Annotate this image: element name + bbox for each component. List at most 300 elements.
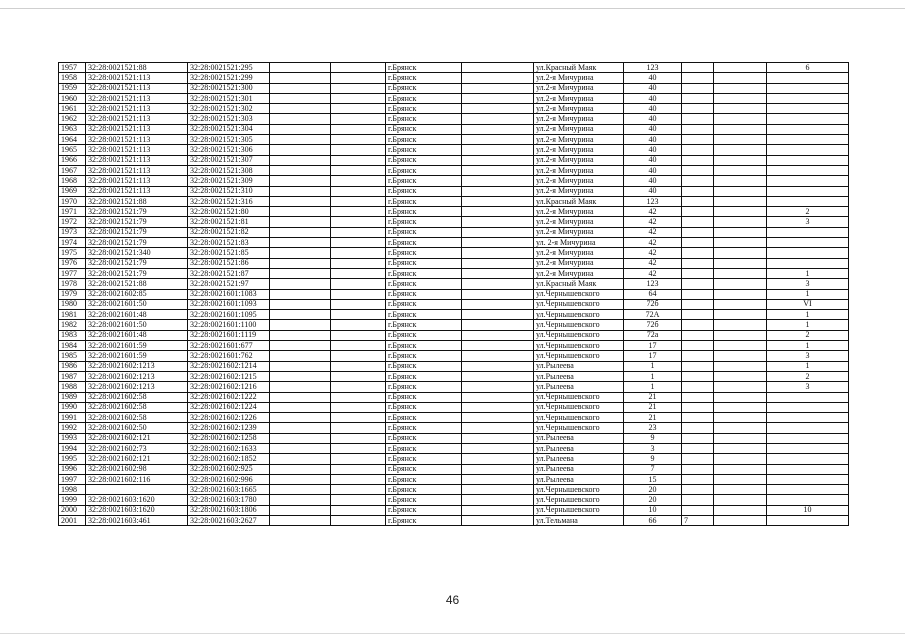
cell-col-4 <box>270 299 331 309</box>
cell-col-11 <box>714 268 767 278</box>
cell-col-5 <box>331 135 386 145</box>
cell-row-number: 1979 <box>59 289 86 299</box>
cell-col-4 <box>270 382 331 392</box>
cell-city: г.Брянск <box>386 516 462 526</box>
cell-row-number: 1969 <box>59 186 86 196</box>
cell-street: ул.Чернышевского <box>534 495 624 505</box>
cell-col-7 <box>462 443 534 453</box>
cell-parent-cadastral-number: 32:28:0021601:59 <box>86 341 188 351</box>
cell-city: г.Брянск <box>386 320 462 330</box>
cell-building <box>682 402 714 412</box>
cell-city: г.Брянск <box>386 299 462 309</box>
cell-col-5 <box>331 238 386 248</box>
cell-city: г.Брянск <box>386 423 462 433</box>
cell-street: ул.Рылеева <box>534 464 624 474</box>
cell-apartment: 1 <box>767 341 849 351</box>
cell-col-11 <box>714 413 767 423</box>
cell-col-11 <box>714 73 767 83</box>
cell-apartment <box>767 495 849 505</box>
scan-artifact-bottom <box>0 633 905 634</box>
cell-parent-cadastral-number: 32:28:0021602:98 <box>86 464 188 474</box>
cell-house-number: 40 <box>624 176 682 186</box>
cell-cadastral-number: 32:28:0021521:85 <box>188 248 270 258</box>
cell-col-7 <box>462 351 534 361</box>
table-row <box>59 433 849 443</box>
cell-cadastral-number: 32:28:0021521:305 <box>188 135 270 145</box>
cell-col-11 <box>714 402 767 412</box>
registry-table <box>58 62 849 526</box>
cell-apartment: 6 <box>767 63 849 73</box>
cell-parent-cadastral-number: 32:28:0021602:1213 <box>86 371 188 381</box>
table-row <box>59 124 849 134</box>
cell-street: ул.2-я Мичурина <box>534 124 624 134</box>
cell-city: г.Брянск <box>386 83 462 93</box>
cell-apartment <box>767 73 849 83</box>
cell-cadastral-number: 32:28:0021521:82 <box>188 227 270 237</box>
cell-row-number: 1991 <box>59 413 86 423</box>
cell-col-4 <box>270 155 331 165</box>
cell-cadastral-number: 32:28:0021521:309 <box>188 176 270 186</box>
cell-apartment: 1 <box>767 320 849 330</box>
cell-city: г.Брянск <box>386 63 462 73</box>
cell-cadastral-number: 32:28:0021521:316 <box>188 196 270 206</box>
cell-apartment <box>767 516 849 526</box>
cell-row-number: 1985 <box>59 351 86 361</box>
cell-col-5 <box>331 258 386 268</box>
cell-apartment <box>767 248 849 258</box>
cell-row-number: 1967 <box>59 165 86 175</box>
cell-row-number: 1993 <box>59 433 86 443</box>
cell-col-11 <box>714 248 767 258</box>
cell-parent-cadastral-number: 32:28:0021602:1213 <box>86 382 188 392</box>
cell-cadastral-number: 32:28:0021521:295 <box>188 63 270 73</box>
cell-city: г.Брянск <box>386 382 462 392</box>
cell-apartment <box>767 186 849 196</box>
cell-city: г.Брянск <box>386 433 462 443</box>
cell-street: ул.Чернышевского <box>534 320 624 330</box>
cell-col-4 <box>270 289 331 299</box>
table-row <box>59 454 849 464</box>
table-row <box>59 196 849 206</box>
cell-building <box>682 279 714 289</box>
cell-building <box>682 145 714 155</box>
cell-col-5 <box>331 248 386 258</box>
cell-row-number: 1990 <box>59 402 86 412</box>
cell-col-4 <box>270 392 331 402</box>
cell-col-7 <box>462 124 534 134</box>
cell-col-4 <box>270 433 331 443</box>
cell-city: г.Брянск <box>386 73 462 83</box>
cell-col-7 <box>462 413 534 423</box>
cell-city: г.Брянск <box>386 268 462 278</box>
cell-apartment <box>767 135 849 145</box>
cell-row-number: 1982 <box>59 320 86 330</box>
cell-col-11 <box>714 258 767 268</box>
cell-house-number: 42 <box>624 207 682 217</box>
cell-col-5 <box>331 464 386 474</box>
cell-house-number: 17 <box>624 341 682 351</box>
cell-house-number: 40 <box>624 124 682 134</box>
cell-row-number: 2001 <box>59 516 86 526</box>
cell-row-number: 1968 <box>59 176 86 186</box>
cell-apartment <box>767 454 849 464</box>
cell-col-7 <box>462 258 534 268</box>
cell-row-number: 1966 <box>59 155 86 165</box>
cell-parent-cadastral-number: 32:28:0021603:461 <box>86 516 188 526</box>
cell-city: г.Брянск <box>386 227 462 237</box>
cell-col-5 <box>331 382 386 392</box>
cell-cadastral-number: 32:28:0021521:302 <box>188 104 270 114</box>
cell-city: г.Брянск <box>386 217 462 227</box>
cell-street: ул.2-я Мичурина <box>534 135 624 145</box>
table-row <box>59 402 849 412</box>
cell-col-11 <box>714 443 767 453</box>
cell-street: ул.2-я Мичурина <box>534 186 624 196</box>
cell-city: г.Брянск <box>386 135 462 145</box>
table-row <box>59 114 849 124</box>
cell-col-7 <box>462 104 534 114</box>
cell-col-7 <box>462 114 534 124</box>
cell-cadastral-number: 32:28:0021601:762 <box>188 351 270 361</box>
table-row <box>59 361 849 371</box>
cell-col-5 <box>331 320 386 330</box>
cell-city: г.Брянск <box>386 495 462 505</box>
cell-parent-cadastral-number: 32:28:0021521:113 <box>86 73 188 83</box>
cell-col-7 <box>462 341 534 351</box>
cell-col-5 <box>331 392 386 402</box>
cell-parent-cadastral-number: 32:28:0021521:113 <box>86 145 188 155</box>
cell-street: ул.Чернышевского <box>534 485 624 495</box>
cell-cadastral-number: 32:28:0021521:300 <box>188 83 270 93</box>
cell-cadastral-number: 32:28:0021521:97 <box>188 279 270 289</box>
cell-apartment: 1 <box>767 268 849 278</box>
cell-building <box>682 155 714 165</box>
cell-cadastral-number: 32:28:0021521:80 <box>188 207 270 217</box>
cell-parent-cadastral-number: 32:28:0021521:79 <box>86 207 188 217</box>
cell-row-number: 1963 <box>59 124 86 134</box>
cell-col-11 <box>714 299 767 309</box>
cell-building <box>682 104 714 114</box>
cell-building <box>682 351 714 361</box>
cell-parent-cadastral-number: 32:28:0021521:79 <box>86 238 188 248</box>
table-row <box>59 392 849 402</box>
cell-parent-cadastral-number: 32:28:0021603:1620 <box>86 505 188 515</box>
cell-col-5 <box>331 299 386 309</box>
cell-parent-cadastral-number: 32:28:0021602:1213 <box>86 361 188 371</box>
cell-house-number: 7 <box>624 464 682 474</box>
cell-col-4 <box>270 454 331 464</box>
cell-col-7 <box>462 382 534 392</box>
cell-apartment <box>767 145 849 155</box>
cell-col-7 <box>462 145 534 155</box>
cell-house-number: 42 <box>624 217 682 227</box>
cell-building <box>682 63 714 73</box>
table-row <box>59 279 849 289</box>
cell-city: г.Брянск <box>386 248 462 258</box>
table-body <box>59 63 849 526</box>
cell-street: ул.2-я Мичурина <box>534 268 624 278</box>
cell-cadastral-number: 32:28:0021602:1852 <box>188 454 270 464</box>
cell-cadastral-number: 32:28:0021521:81 <box>188 217 270 227</box>
cell-house-number: 40 <box>624 93 682 103</box>
cell-col-11 <box>714 114 767 124</box>
cell-house-number: 21 <box>624 402 682 412</box>
cell-col-11 <box>714 330 767 340</box>
cell-house-number: 42 <box>624 238 682 248</box>
table-row <box>59 73 849 83</box>
cell-col-11 <box>714 392 767 402</box>
cell-building <box>682 495 714 505</box>
cell-row-number: 1998 <box>59 485 86 495</box>
cell-building <box>682 361 714 371</box>
table-row <box>59 443 849 453</box>
cell-apartment: 3 <box>767 279 849 289</box>
cell-street: ул.2-я Мичурина <box>534 83 624 93</box>
cell-building <box>682 258 714 268</box>
cell-house-number: 9 <box>624 454 682 464</box>
cell-building <box>682 83 714 93</box>
cell-city: г.Брянск <box>386 505 462 515</box>
cell-street: ул.2-я Мичурина <box>534 207 624 217</box>
cell-apartment <box>767 238 849 248</box>
cell-col-7 <box>462 227 534 237</box>
cell-street: ул.2-я Мичурина <box>534 176 624 186</box>
cell-cadastral-number: 32:28:0021601:1100 <box>188 320 270 330</box>
cell-col-4 <box>270 505 331 515</box>
cell-row-number: 1961 <box>59 104 86 114</box>
cell-house-number: 40 <box>624 165 682 175</box>
cell-parent-cadastral-number: 32:28:0021521:79 <box>86 217 188 227</box>
cell-building <box>682 341 714 351</box>
cell-col-5 <box>331 186 386 196</box>
cell-col-4 <box>270 83 331 93</box>
table-row <box>59 227 849 237</box>
cell-col-4 <box>270 73 331 83</box>
cell-parent-cadastral-number: 32:28:0021521:79 <box>86 258 188 268</box>
cell-city: г.Брянск <box>386 176 462 186</box>
cell-street: ул.Чернышевского <box>534 505 624 515</box>
cell-parent-cadastral-number: 32:28:0021602:58 <box>86 413 188 423</box>
cell-street: ул.Рылеева <box>534 361 624 371</box>
cell-cadastral-number: 32:28:0021602:1214 <box>188 361 270 371</box>
cell-street: ул.Чернышевского <box>534 413 624 423</box>
cell-col-5 <box>331 104 386 114</box>
cell-building <box>682 227 714 237</box>
cell-parent-cadastral-number: 32:28:0021521:113 <box>86 186 188 196</box>
cell-apartment <box>767 443 849 453</box>
cell-building <box>682 310 714 320</box>
cell-parent-cadastral-number: 32:28:0021602:121 <box>86 433 188 443</box>
table-row <box>59 516 849 526</box>
table-row <box>59 299 849 309</box>
cell-col-11 <box>714 516 767 526</box>
cell-row-number: 1981 <box>59 310 86 320</box>
cell-col-7 <box>462 238 534 248</box>
cell-col-11 <box>714 93 767 103</box>
cell-street: ул.2-я Мичурина <box>534 145 624 155</box>
cell-cadastral-number: 32:28:0021602:1226 <box>188 413 270 423</box>
cell-house-number: 1 <box>624 361 682 371</box>
cell-street: ул.2-я Мичурина <box>534 73 624 83</box>
cell-apartment: 2 <box>767 207 849 217</box>
cell-col-5 <box>331 310 386 320</box>
cell-apartment: 3 <box>767 351 849 361</box>
table-row <box>59 248 849 258</box>
cell-cadastral-number: 32:28:0021602:1633 <box>188 443 270 453</box>
cell-row-number: 1988 <box>59 382 86 392</box>
table-row <box>59 186 849 196</box>
cell-building <box>682 268 714 278</box>
cell-city: г.Брянск <box>386 464 462 474</box>
table-row <box>59 176 849 186</box>
cell-city: г.Брянск <box>386 124 462 134</box>
cell-apartment <box>767 93 849 103</box>
cell-house-number: 9 <box>624 433 682 443</box>
cell-street: ул.Чернышевского <box>534 392 624 402</box>
cell-col-11 <box>714 310 767 320</box>
cell-house-number: 1 <box>624 371 682 381</box>
cell-col-7 <box>462 93 534 103</box>
cell-col-11 <box>714 176 767 186</box>
cell-col-4 <box>270 207 331 217</box>
cell-col-11 <box>714 196 767 206</box>
cell-street: ул.Красный Маяк <box>534 279 624 289</box>
cell-cadastral-number: 32:28:0021521:310 <box>188 186 270 196</box>
cell-cadastral-number: 32:28:0021602:1215 <box>188 371 270 381</box>
cell-row-number: 1972 <box>59 217 86 227</box>
table-row <box>59 310 849 320</box>
cell-building <box>682 207 714 217</box>
table-row <box>59 289 849 299</box>
cell-col-11 <box>714 165 767 175</box>
table-row <box>59 155 849 165</box>
cell-col-5 <box>331 330 386 340</box>
cell-col-11 <box>714 505 767 515</box>
cell-building <box>682 196 714 206</box>
cell-col-11 <box>714 83 767 93</box>
cell-col-4 <box>270 341 331 351</box>
cell-parent-cadastral-number: 32:28:0021602:116 <box>86 474 188 484</box>
cell-parent-cadastral-number: 32:28:0021601:48 <box>86 310 188 320</box>
cell-apartment: 1 <box>767 361 849 371</box>
cell-col-5 <box>331 371 386 381</box>
cell-col-5 <box>331 207 386 217</box>
cell-col-7 <box>462 196 534 206</box>
cell-col-4 <box>270 114 331 124</box>
cell-col-11 <box>714 217 767 227</box>
cell-parent-cadastral-number: 32:28:0021521:113 <box>86 83 188 93</box>
cell-row-number: 1986 <box>59 361 86 371</box>
cell-street: ул.2-я Мичурина <box>534 258 624 268</box>
cell-row-number: 1978 <box>59 279 86 289</box>
cell-row-number: 1977 <box>59 268 86 278</box>
cell-row-number: 1960 <box>59 93 86 103</box>
cell-city: г.Брянск <box>386 207 462 217</box>
cell-apartment <box>767 196 849 206</box>
cell-col-4 <box>270 361 331 371</box>
cell-col-4 <box>270 135 331 145</box>
cell-col-5 <box>331 341 386 351</box>
table-row <box>59 238 849 248</box>
cell-building: 7 <box>682 516 714 526</box>
cell-col-7 <box>462 402 534 412</box>
cell-cadastral-number: 32:28:0021521:308 <box>188 165 270 175</box>
cell-col-4 <box>270 310 331 320</box>
cell-col-11 <box>714 279 767 289</box>
cell-apartment <box>767 176 849 186</box>
cell-apartment <box>767 433 849 443</box>
cell-row-number: 1992 <box>59 423 86 433</box>
cell-col-7 <box>462 320 534 330</box>
cell-col-5 <box>331 227 386 237</box>
table-row <box>59 330 849 340</box>
cell-col-7 <box>462 474 534 484</box>
cell-col-4 <box>270 279 331 289</box>
cell-col-11 <box>714 207 767 217</box>
cell-col-4 <box>270 248 331 258</box>
cell-city: г.Брянск <box>386 289 462 299</box>
cell-col-5 <box>331 165 386 175</box>
cell-street: ул.Чернышевского <box>534 341 624 351</box>
cell-col-7 <box>462 485 534 495</box>
cell-parent-cadastral-number: 32:28:0021601:50 <box>86 299 188 309</box>
cell-building <box>682 413 714 423</box>
cell-row-number: 1964 <box>59 135 86 145</box>
cell-city: г.Брянск <box>386 238 462 248</box>
cell-parent-cadastral-number <box>86 485 188 495</box>
cell-city: г.Брянск <box>386 413 462 423</box>
cell-house-number: 40 <box>624 135 682 145</box>
cell-house-number: 123 <box>624 63 682 73</box>
cell-parent-cadastral-number: 32:28:0021602:73 <box>86 443 188 453</box>
cell-row-number: 1983 <box>59 330 86 340</box>
cell-building <box>682 485 714 495</box>
table-row <box>59 464 849 474</box>
table-row <box>59 63 849 73</box>
cell-street: ул.Чернышевского <box>534 289 624 299</box>
cell-col-7 <box>462 454 534 464</box>
cell-col-7 <box>462 165 534 175</box>
cell-house-number: 40 <box>624 73 682 83</box>
cell-street: ул.Красный Маяк <box>534 63 624 73</box>
cell-col-4 <box>270 495 331 505</box>
cell-col-11 <box>714 423 767 433</box>
cell-parent-cadastral-number: 32:28:0021521:113 <box>86 104 188 114</box>
table-row <box>59 474 849 484</box>
cell-apartment: 1 <box>767 289 849 299</box>
cell-col-5 <box>331 413 386 423</box>
cell-street: ул.2-я Мичурина <box>534 165 624 175</box>
cell-row-number: 1970 <box>59 196 86 206</box>
table-row <box>59 207 849 217</box>
cell-apartment <box>767 474 849 484</box>
cell-col-5 <box>331 145 386 155</box>
cell-house-number: 64 <box>624 289 682 299</box>
cell-col-5 <box>331 289 386 299</box>
cell-col-11 <box>714 464 767 474</box>
cell-col-5 <box>331 83 386 93</box>
cell-apartment <box>767 83 849 93</box>
cell-city: г.Брянск <box>386 145 462 155</box>
cell-col-4 <box>270 371 331 381</box>
cell-parent-cadastral-number: 32:28:0021602:58 <box>86 392 188 402</box>
table-row <box>59 83 849 93</box>
cell-cadastral-number: 32:28:0021601:1119 <box>188 330 270 340</box>
cell-city: г.Брянск <box>386 351 462 361</box>
cell-building <box>682 186 714 196</box>
cell-city: г.Брянск <box>386 330 462 340</box>
cell-house-number: 40 <box>624 145 682 155</box>
